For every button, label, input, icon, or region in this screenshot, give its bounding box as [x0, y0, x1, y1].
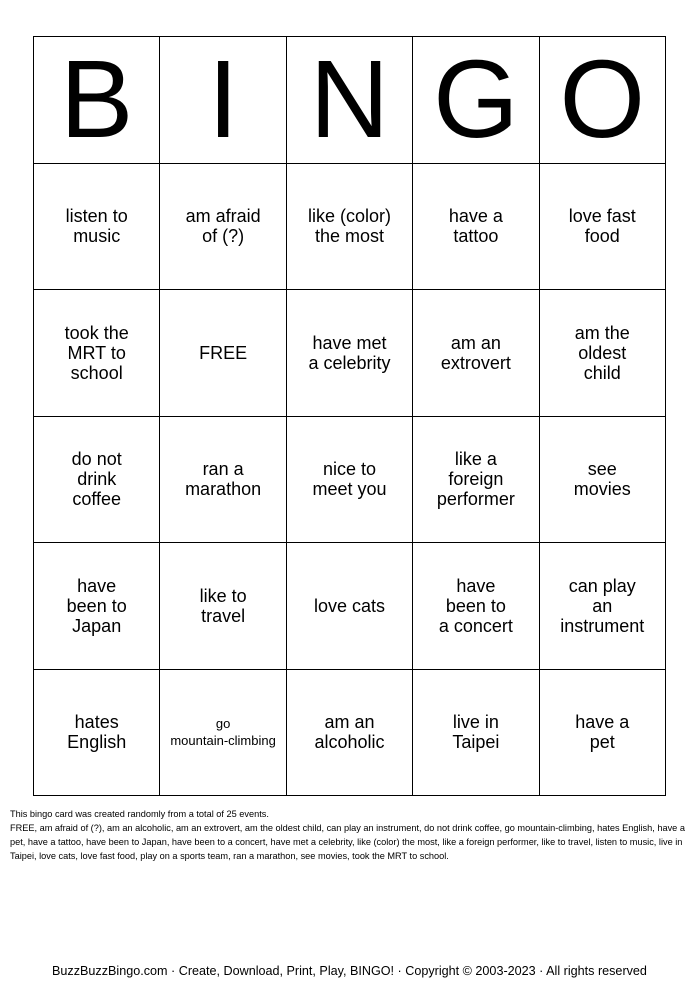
header-letter: N	[309, 37, 390, 161]
free-square	[160, 290, 286, 417]
bingo-square	[34, 417, 160, 544]
bingo-square	[413, 417, 539, 544]
square-text: hates English	[67, 712, 127, 753]
square-text: go mountain-climbing	[170, 716, 276, 749]
bingo-square	[160, 543, 286, 670]
bingo-square	[287, 417, 413, 544]
bingo-square	[413, 670, 539, 797]
square-text: am an extrovert	[440, 332, 511, 373]
square-text: can play an instrument	[560, 575, 645, 636]
header-letter-b	[34, 37, 160, 164]
bingo-square	[34, 543, 160, 670]
header-letter-o	[540, 37, 666, 164]
note-summary: This bingo card was created randomly from a total of 25 events.	[10, 809, 269, 819]
square-text: listen to music	[65, 206, 128, 247]
square-text: love cats	[313, 595, 386, 616]
bingo-square	[287, 670, 413, 797]
note-event-list: FREE, am afraid of (?), am an alcoholic, am an extrovert, am the oldest child, can play an instrument, do not drink coffee, go mountain-climbing, hates English, have a pet, have a tattoo, have been to Japan, have been to a concert, have met a celebrity, like (color) the most, like a foreign performer, like to travel, listen to music, live in Taipei, love cats, love fast food, play on a sports team, ran a marathon, see movies, took the MRT to school.	[10, 823, 685, 861]
square-text: have been to Japan	[66, 575, 127, 636]
bingo-square	[540, 290, 666, 417]
header-letter-i	[160, 37, 286, 164]
bingo-square	[287, 543, 413, 670]
bingo-square	[413, 290, 539, 417]
page-footer: BuzzBuzzBingo.com · Create, Download, Print, Play, BINGO! · Copyright © 2003-2023 · All rights reserved	[52, 964, 647, 978]
bingo-square	[540, 164, 666, 291]
bingo-square	[287, 164, 413, 291]
header-letter: I	[207, 37, 239, 161]
header-letter-g	[413, 37, 539, 164]
square-text: took the MRT to school	[64, 322, 129, 383]
header-letter: B	[60, 37, 134, 161]
card-note	[10, 807, 690, 863]
header-letter-n	[287, 37, 413, 164]
bingo-square	[540, 417, 666, 544]
bingo-square	[34, 290, 160, 417]
bingo-square	[160, 670, 286, 797]
square-text: FREE	[199, 342, 248, 363]
square-text: am the oldest child	[574, 322, 630, 383]
square-text: have a pet	[575, 712, 630, 753]
square-text: like to travel	[199, 585, 247, 626]
header-letter: G	[433, 37, 519, 161]
square-text: nice to meet you	[312, 459, 387, 500]
bingo-square	[413, 164, 539, 291]
header-letter: O	[559, 37, 646, 161]
square-text: live in Taipei	[452, 712, 500, 753]
bingo-square	[34, 164, 160, 291]
square-text: am an alcoholic	[314, 712, 385, 753]
bingo-square	[34, 670, 160, 797]
bingo-square	[540, 543, 666, 670]
bingo-square	[540, 670, 666, 797]
square-text: am afraid of (?)	[185, 206, 261, 247]
square-text: have been to a concert	[438, 575, 513, 636]
bingo-square	[160, 417, 286, 544]
bingo-square	[160, 164, 286, 291]
square-text: do not drink coffee	[71, 449, 122, 510]
bingo-square	[287, 290, 413, 417]
square-text: have met a celebrity	[308, 332, 391, 373]
bingo-square	[413, 543, 539, 670]
square-text: have a tattoo	[448, 206, 503, 247]
bingo-card	[33, 36, 666, 796]
square-text: see movies	[573, 459, 631, 500]
square-text: like a foreign performer	[436, 449, 515, 510]
square-text: love fast food	[568, 206, 636, 247]
square-text: ran a marathon	[185, 459, 262, 500]
square-text: like (color) the most	[307, 206, 391, 247]
